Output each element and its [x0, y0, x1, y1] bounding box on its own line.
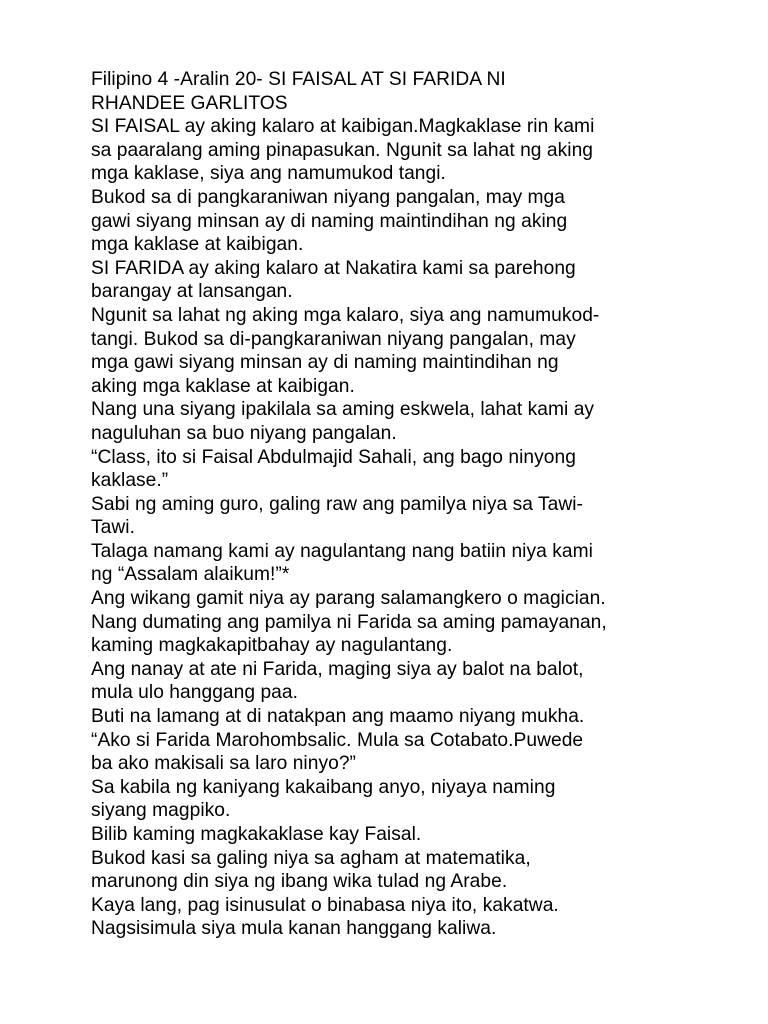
text-line: Nagsisimula siya mula kanan hanggang kaliwa.	[91, 918, 497, 940]
text-line: Tawi.	[91, 517, 135, 539]
text-line: kaming magkakapitbahay ay nagulantang.	[91, 635, 453, 657]
text-line: SI FARIDA ay aking kalaro at Nakatira kami sa parehong	[91, 257, 576, 279]
text-line: gawi siyang minsan ay di naming maintindihan ng aking	[91, 210, 568, 232]
text-line: mga kaklase at kaibigan.	[91, 234, 304, 256]
title-line-2: RHANDEE GARLITOS	[91, 92, 288, 114]
text-line: Sabi ng aming guro, galing raw ang pamilya niya sa Tawi-	[91, 493, 583, 515]
text-line: Buti na lamang at di natakpan ang maamo niyang mukha.	[91, 706, 585, 728]
text-line: Bukod kasi sa galing niya sa agham at matematika,	[91, 847, 531, 869]
text-line: Talaga namang kami ay nagulantang nang batiin niya kami	[91, 540, 593, 562]
text-line: Ngunit sa lahat ng aking mga kalaro, siya ang namumukod-	[91, 304, 600, 326]
text-line: siyang magpiko.	[91, 800, 231, 822]
text-line: Kaya lang, pag isinusulat o binabasa niya ito, kakatwa.	[91, 894, 559, 916]
document-page	[91, 68, 691, 941]
text-line: sa paaralang aming pinapasukan. Ngunit sa lahat ng aking	[91, 139, 594, 161]
title-line-1: Filipino 4 -Aralin 20- SI FAISAL AT SI FARIDA NI	[91, 69, 506, 90]
text-line: tangi. Bukod sa di-pangkaraniwan niyang pangalan, may	[91, 328, 576, 350]
text-line: Ang nanay at ate ni Farida, maging siya ay balot na balot,	[91, 658, 584, 680]
text-line: marunong din siya ng ibang wika tulad ng Arabe.	[91, 871, 508, 893]
text-line: aking mga kaklase at kaibigan.	[91, 375, 355, 397]
text-line: naguluhan sa buo niyang pangalan.	[91, 422, 397, 444]
text-line: Nang dumating ang pamilya ni Farida sa aming pamayanan,	[91, 611, 607, 633]
text-line: Ang wikang gamit niya ay parang salamangkero o magician.	[91, 588, 606, 610]
text-line: Bukod sa di pangkaraniwan niyang pangalan, may mga	[91, 186, 565, 208]
text-line: mula ulo hanggang paa.	[91, 682, 298, 704]
text-line: mga kaklase, siya ang namumukod tangi.	[91, 163, 446, 185]
text-line: ba ako makisali sa laro ninyo?”	[91, 753, 356, 775]
text-line: kaklase.”	[91, 470, 169, 492]
text-line: Sa kabila ng kaniyang kakaibang anyo, niyaya naming	[91, 776, 556, 798]
text-line: Bilib kaming magkakaklase kay Faisal.	[91, 824, 422, 845]
text-line: Nang una siyang ipakilala sa aming eskwela, lahat kami ay	[91, 399, 595, 421]
text-line: mga gawi siyang minsan ay di naming maintindihan ng	[91, 352, 559, 374]
text-line: ng “Assalam alaikum!”*	[91, 564, 290, 586]
text-line: “Ako si Farida Marohombsalic. Mula sa Cotabato.Puwede	[91, 729, 584, 751]
text-line: “Class, ito si Faisal Abdulmajid Sahali, ang bago ninyong	[91, 446, 576, 468]
text-line: SI FAISAL ay aking kalaro at kaibigan.Magkaklase rin kami	[91, 116, 595, 138]
text-line: barangay at lansangan.	[91, 281, 293, 303]
